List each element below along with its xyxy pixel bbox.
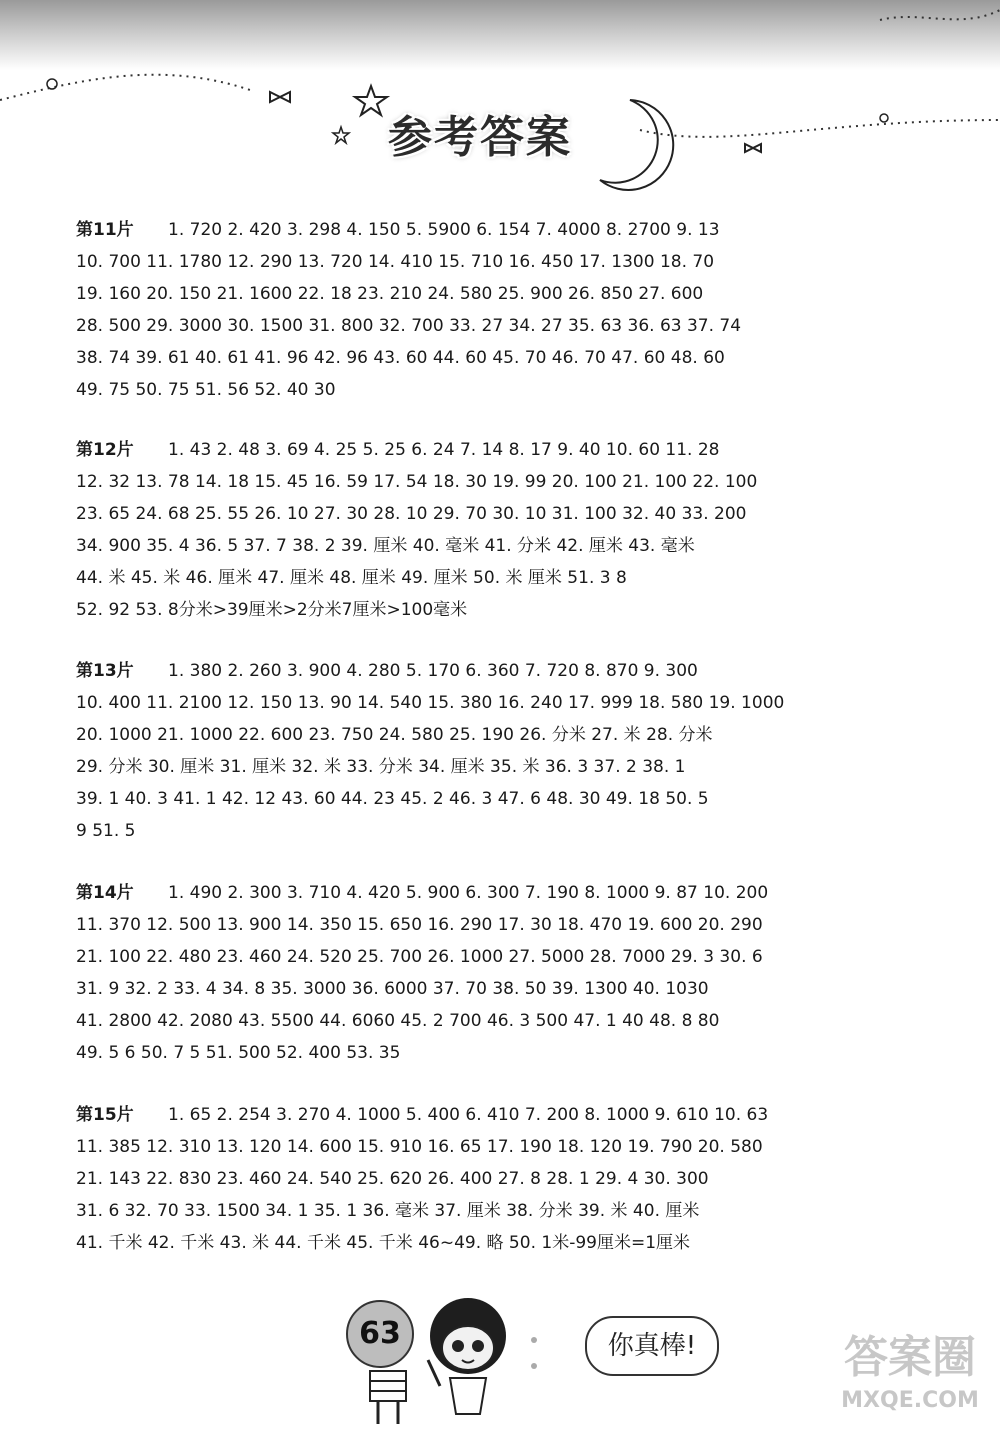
answer-line: 49. 5 6 50. 7 5 51. 500 52. 400 53. 35 (76, 1043, 401, 1063)
answer-line: 19. 160 20. 150 21. 1600 22. 18 23. 210 24. 580 25. 900 26. 850 27. 600 (76, 284, 704, 304)
section-label: 第11片 (76, 220, 134, 240)
answer-line: 11. 385 12. 310 13. 120 14. 600 15. 910 16. 65 17. 190 18. 120 19. 790 20. 580 (76, 1137, 763, 1157)
answer-line: 21. 100 22. 480 23. 460 24. 520 25. 700 26. 1000 27. 5000 28. 7000 29. 3 30. 6 (76, 947, 763, 967)
answer-line: 20. 1000 21. 1000 22. 600 23. 750 24. 580 25. 190 26. 分米 27. 米 28. 分米 (76, 725, 713, 745)
answer-line: 44. 米 45. 米 46. 厘米 47. 厘米 48. 厘米 49. 厘米 50. 米 厘米 51. 3 8 (76, 568, 627, 588)
cartoon-kids-illustration (340, 1296, 540, 1434)
answer-line: 10. 700 11. 1780 12. 290 13. 720 14. 410 15. 710 16. 450 17. 1300 18. 70 (76, 252, 715, 272)
answer-line: 52. 92 53. 8分米>39厘米>2分米7厘米>100毫米 (76, 600, 468, 620)
answer-line: 11. 370 12. 500 13. 900 14. 350 15. 650 16. 290 17. 30 18. 470 19. 600 20. 290 (76, 915, 763, 935)
answer-line: 41. 2800 42. 2080 43. 5500 44. 6060 45. 2 700 46. 3 500 47. 1 40 48. 8 80 (76, 1011, 720, 1031)
answer-line: 28. 500 29. 3000 30. 1500 31. 800 32. 700 33. 27 34. 27 35. 63 36. 63 37. 74 (76, 316, 742, 336)
answer-line: 1. 43 2. 48 3. 69 4. 25 5. 25 6. 24 7. 14 8. 17 9. 40 10. 60 11. 28 (168, 440, 720, 460)
answer-line: 39. 1 40. 3 41. 1 42. 12 43. 60 44. 23 45. 2 46. 3 47. 6 48. 30 49. 18 50. 5 (76, 789, 709, 809)
watermark-top-text: 答案圈 (844, 1332, 976, 1383)
section-label: 第14片 (76, 883, 134, 903)
answer-line: 34. 900 35. 4 36. 5 37. 7 38. 2 39. 厘米 40. 毫米 41. 分米 42. 厘米 43. 毫米 (76, 536, 695, 556)
answer-line: 29. 分米 30. 厘米 31. 厘米 32. 米 33. 分米 34. 厘米 35. 米 36. 3 37. 2 38. 1 (76, 757, 686, 777)
answer-line: 1. 65 2. 254 3. 270 4. 1000 5. 400 6. 410 7. 200 8. 1000 9. 610 10. 63 (168, 1105, 769, 1125)
answer-line: 41. 千米 42. 千米 43. 米 44. 千米 45. 千米 46~49. 略 50. 1米-99厘米=1厘米 (76, 1233, 691, 1253)
watermark (830, 1330, 990, 1430)
answer-line: 31. 9 32. 2 33. 4 34. 8 35. 3000 36. 6000 37. 70 38. 50 39. 1300 40. 1030 (76, 979, 709, 999)
star-icon (355, 86, 387, 115)
answer-line: 1. 380 2. 260 3. 900 4. 280 5. 170 6. 360 7. 720 8. 870 9. 300 (168, 661, 698, 681)
small-star-icon (333, 127, 349, 143)
answer-line: 10. 400 11. 2100 12. 150 13. 90 14. 540 15. 380 16. 240 17. 999 18. 580 19. 1000 (76, 693, 785, 713)
page-title: 参考答案 (388, 112, 572, 163)
watermark-bottom-text: MXQE.COM (841, 1388, 979, 1413)
answer-line: 38. 74 39. 61 40. 61 41. 96 42. 96 43. 60 44. 60 45. 70 46. 70 47. 60 48. 60 (76, 348, 725, 368)
answer-line: 9 51. 5 (76, 821, 136, 841)
page-title-area (388, 106, 618, 170)
section-label: 第12片 (76, 440, 134, 460)
answer-line: 21. 143 22. 830 23. 460 24. 540 25. 620 26. 400 27. 8 28. 1 29. 4 30. 300 (76, 1169, 709, 1189)
answer-line: 12. 32 13. 78 14. 18 15. 45 16. 59 17. 54 18. 30 19. 99 20. 100 21. 100 22. 100 (76, 472, 758, 492)
answer-line: 31. 6 32. 70 33. 1500 34. 1 35. 1 36. 毫米 37. 厘米 38. 分米 39. 米 40. 厘米 (76, 1201, 700, 1221)
speech-bubble: 你真棒! (585, 1316, 719, 1376)
answer-line: 1. 490 2. 300 3. 710 4. 420 5. 900 6. 300 7. 190 8. 1000 9. 87 10. 200 (168, 883, 769, 903)
section-label: 第13片 (76, 661, 134, 681)
section-label: 第15片 (76, 1105, 134, 1125)
answer-line: 23. 65 24. 68 25. 55 26. 10 27. 30 28. 10 29. 70 30. 10 31. 100 32. 40 33. 200 (76, 504, 747, 524)
answer-line: 49. 75 50. 75 51. 56 52. 40 30 (76, 380, 336, 400)
answer-line: 1. 720 2. 420 3. 298 4. 150 5. 5900 6. 154 7. 4000 8. 2700 9. 13 (168, 220, 720, 240)
header-decoration (0, 0, 1000, 200)
page-number-badge: 63 (346, 1300, 414, 1368)
